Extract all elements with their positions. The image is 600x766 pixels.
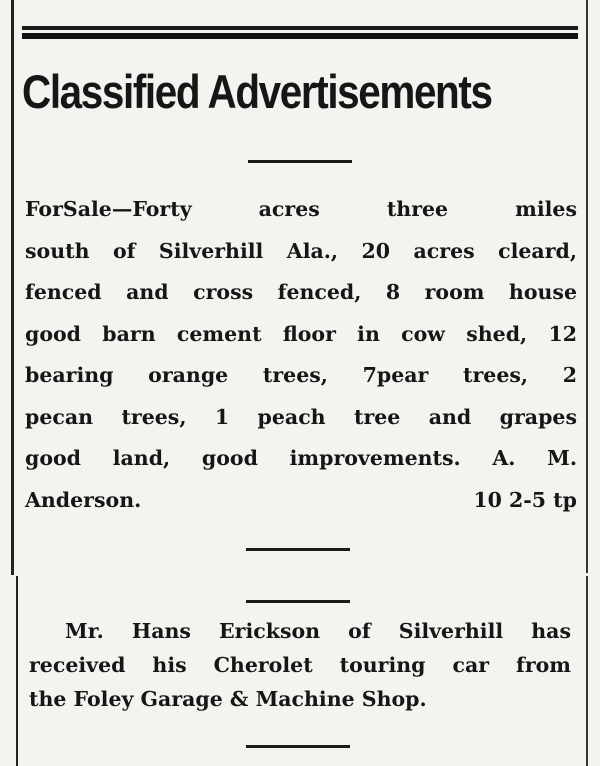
ad-line: pecan trees, 1 peach tree and grapes xyxy=(25,404,577,429)
advertiser-name: Anderson. xyxy=(25,487,142,512)
insertion-code: 10 2-5 tp xyxy=(473,487,577,512)
dash-ornament xyxy=(248,160,352,163)
dash-ornament xyxy=(246,548,350,551)
dash-ornament xyxy=(246,600,350,603)
ad-line: good barn cement floor in cow shed, 12 xyxy=(25,321,577,346)
left-column-rule-lower xyxy=(16,575,18,766)
right-column-rule xyxy=(586,0,588,766)
column-break xyxy=(16,573,588,576)
ad-line: bearing orange trees, 7pear trees, 2 xyxy=(25,363,577,387)
top-double-rule-thick xyxy=(22,33,578,39)
ad-line: good land, good improvements. A. M. xyxy=(25,446,577,470)
ad-signature-row xyxy=(25,480,577,522)
section-heading: Classified Advertisements xyxy=(22,65,492,118)
news-line: Mr. Hans Erickson of Silverhill has xyxy=(65,619,571,643)
news-line: received his Cherolet touring car from xyxy=(29,653,571,677)
dash-ornament xyxy=(246,745,350,748)
local-news-item xyxy=(29,614,571,716)
ad-line: ForSale—Forty acres three miles xyxy=(25,197,577,221)
news-line: the Foley Garage & Machine Shop. xyxy=(29,687,427,711)
for-sale-advertisement xyxy=(25,189,577,521)
top-double-rule-thin xyxy=(22,26,578,30)
left-column-rule xyxy=(11,0,14,575)
ad-line: fenced and cross fenced, 8 room house xyxy=(25,280,577,304)
ad-line: south of Silverhill Ala., 20 acres cleard, xyxy=(25,238,577,263)
